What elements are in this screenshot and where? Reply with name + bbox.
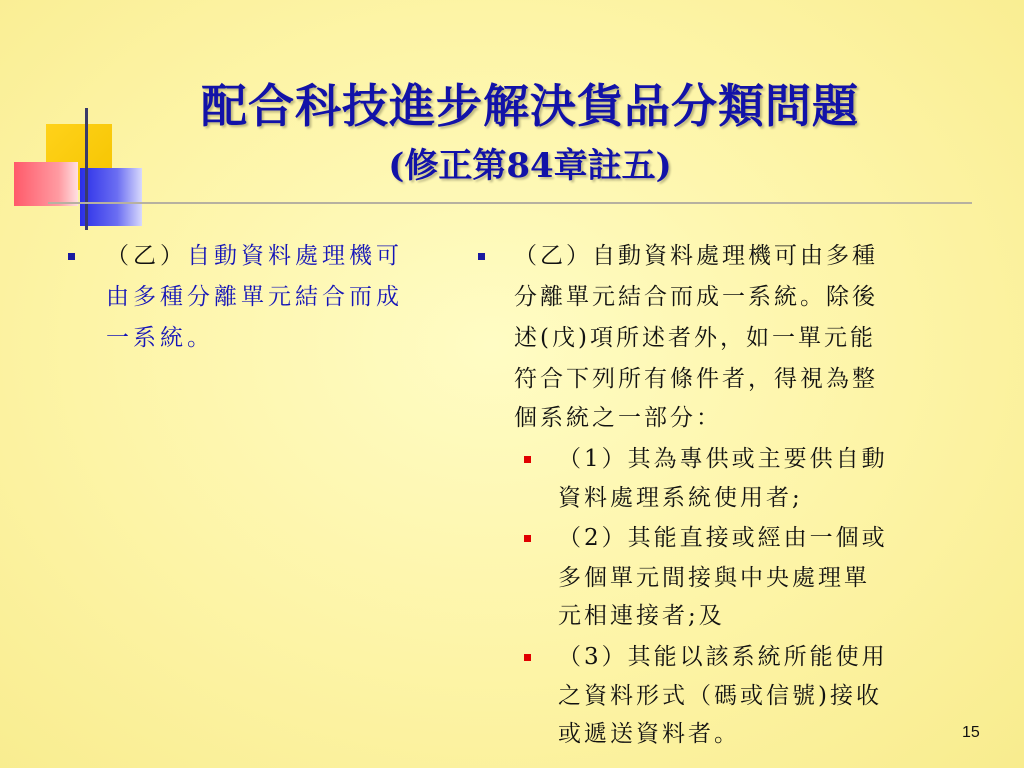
sub-item-2-line: 元相連接者;及 bbox=[558, 603, 725, 629]
right-paragraph-line: 個系統之一部分： bbox=[514, 405, 722, 431]
decor-vertical-line bbox=[85, 108, 88, 230]
page-number: 15 bbox=[962, 724, 980, 741]
right-paragraph-line: 分離單元結合而成一系統。除後 bbox=[514, 284, 878, 310]
bullet-left-icon bbox=[68, 253, 75, 260]
left-prefix: （乙） bbox=[106, 243, 187, 269]
right-paragraph-line: （乙）自動資料處理機可由多種 bbox=[514, 243, 878, 269]
sub-item-3-line: 之資料形式（碼或信號)接收 bbox=[558, 683, 882, 709]
sub-item-2-line: （2）其能直接或經由一個或 bbox=[558, 525, 888, 551]
sub-bullet-icon bbox=[524, 654, 531, 661]
sub-bullet-icon bbox=[524, 456, 531, 463]
sub-item-2-line: 多個單元間接與中央處理單 bbox=[558, 565, 870, 591]
left-line: 一系統。 bbox=[106, 325, 214, 351]
sub-bullet-icon bbox=[524, 535, 531, 542]
left-line: 自動資料處理機可 bbox=[187, 243, 403, 269]
sub-item-1-line: （1）其為專供或主要供自動 bbox=[558, 446, 888, 472]
left-bullet-line-2 bbox=[106, 279, 403, 315]
title-divider-line bbox=[48, 202, 972, 204]
left-bullet-line-3 bbox=[106, 320, 214, 356]
sub-item-1-line: 資料處理系統使用者; bbox=[558, 485, 803, 511]
decor-red-rectangle bbox=[14, 162, 78, 206]
bullet-right-icon bbox=[478, 253, 485, 260]
left-bullet-line-1 bbox=[106, 238, 403, 274]
slide-title: 配合科技進步解決貨品分類問題 bbox=[201, 79, 859, 133]
left-line: 由多種分離單元結合而成 bbox=[106, 284, 403, 310]
sub-item-3-line: 或遞送資料者。 bbox=[558, 721, 740, 747]
right-paragraph-line: 符合下列所有條件者，得視為整 bbox=[514, 366, 878, 392]
slide-subtitle: (修正第84章註五) bbox=[388, 146, 672, 186]
sub-item-3-line: （3）其能以該系統所能使用 bbox=[558, 644, 888, 670]
right-paragraph-line: 述(戊)項所述者外，如一單元能 bbox=[514, 325, 876, 351]
